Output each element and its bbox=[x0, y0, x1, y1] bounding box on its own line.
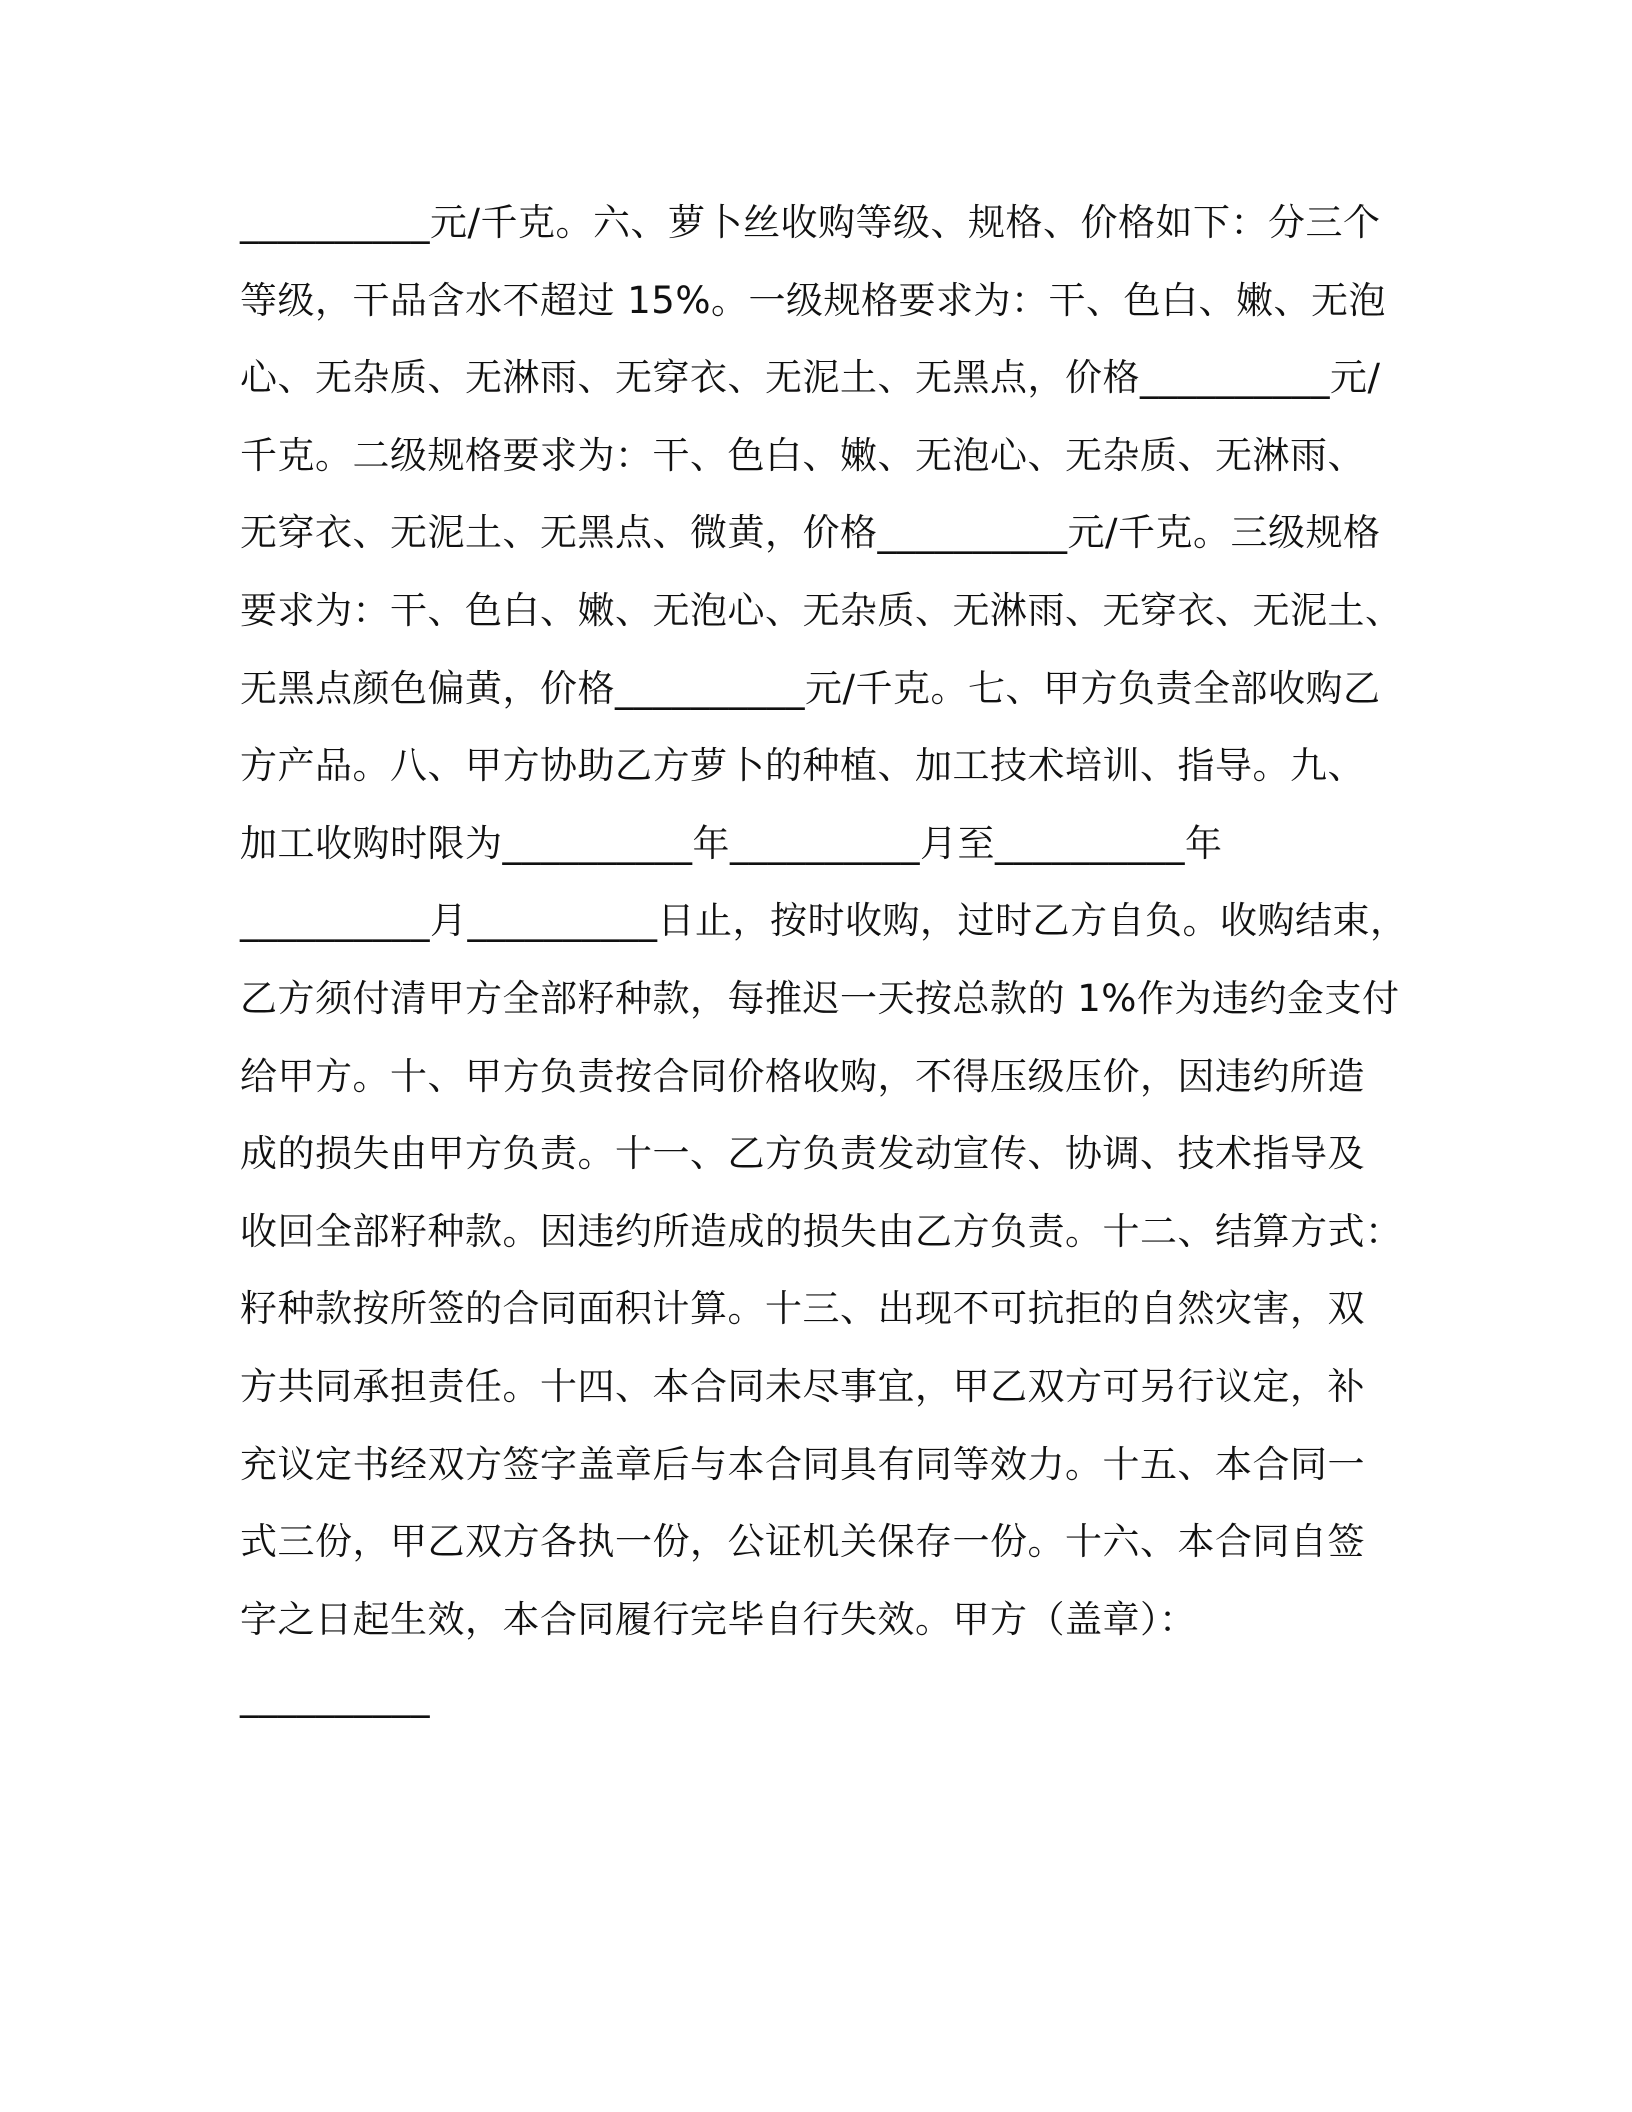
contract-body-text bbox=[240, 184, 1408, 1736]
text-line: 要求为：干、色白、嫩、无泡心、无杂质、无淋雨、无穿衣、无泥土、 bbox=[240, 588, 1403, 632]
text-line: __________月__________日止，按时收购，过时乙方自负。收购结束， bbox=[240, 899, 1408, 943]
text-line: 籽种款按所签的合同面积计算。十三、出现不可抗拒的自然灾害，双 bbox=[240, 1287, 1365, 1331]
text-line: 收回全部籽种款。因违约所造成的损失由乙方负责。十二、结算方式： bbox=[240, 1209, 1403, 1253]
text-line: 充议定书经双方签字盖章后与本合同具有同等效力。十五、本合同一 bbox=[240, 1442, 1365, 1486]
signature-blank-line: __________ bbox=[240, 1675, 430, 1719]
text-line: 无穿衣、无泥土、无黑点、微黄，价格__________元/千克。三级规格 bbox=[240, 511, 1381, 555]
text-line: 乙方须付清甲方全部籽种款，每推迟一天按总款的 1%作为违约金支付 bbox=[240, 976, 1400, 1020]
text-line: 加工收购时限为__________年__________月至__________年 bbox=[240, 821, 1223, 865]
text-line: __________元/千克。六、萝卜丝收购等级、规格、价格如下：分三个 bbox=[240, 201, 1381, 244]
text-line: 成的损失由甲方负责。十一、乙方负责发动宣传、协调、技术指导及 bbox=[240, 1132, 1365, 1176]
text-line: 等级，干品含水不超过 15%。一级规格要求为：干、色白、嫩、无泡 bbox=[240, 278, 1386, 322]
text-line: 给甲方。十、甲方负责按合同价格收购，不得压级压价，因违约所造 bbox=[240, 1054, 1365, 1098]
text-line: 字之日起生效，本合同履行完毕自行失效。甲方（盖章）： bbox=[240, 1597, 1197, 1641]
text-line: 心、无杂质、无淋雨、无穿衣、无泥土、无黑点，价格__________元/ bbox=[240, 356, 1381, 400]
text-line: 方产品。八、甲方协助乙方萝卜的种植、加工技术培训、指导。九、 bbox=[240, 744, 1365, 788]
text-line: 无黑点颜色偏黄，价格__________元/千克。七、甲方负责全部收购乙 bbox=[240, 666, 1381, 710]
text-line: 方共同承担责任。十四、本合同未尽事宜，甲乙双方可另行议定，补 bbox=[240, 1364, 1365, 1408]
text-line: 千克。二级规格要求为：干、色白、嫩、无泡心、无杂质、无淋雨、 bbox=[240, 433, 1365, 477]
text-line: 式三份，甲乙双方各执一份，公证机关保存一份。十六、本合同自签 bbox=[240, 1520, 1365, 1564]
